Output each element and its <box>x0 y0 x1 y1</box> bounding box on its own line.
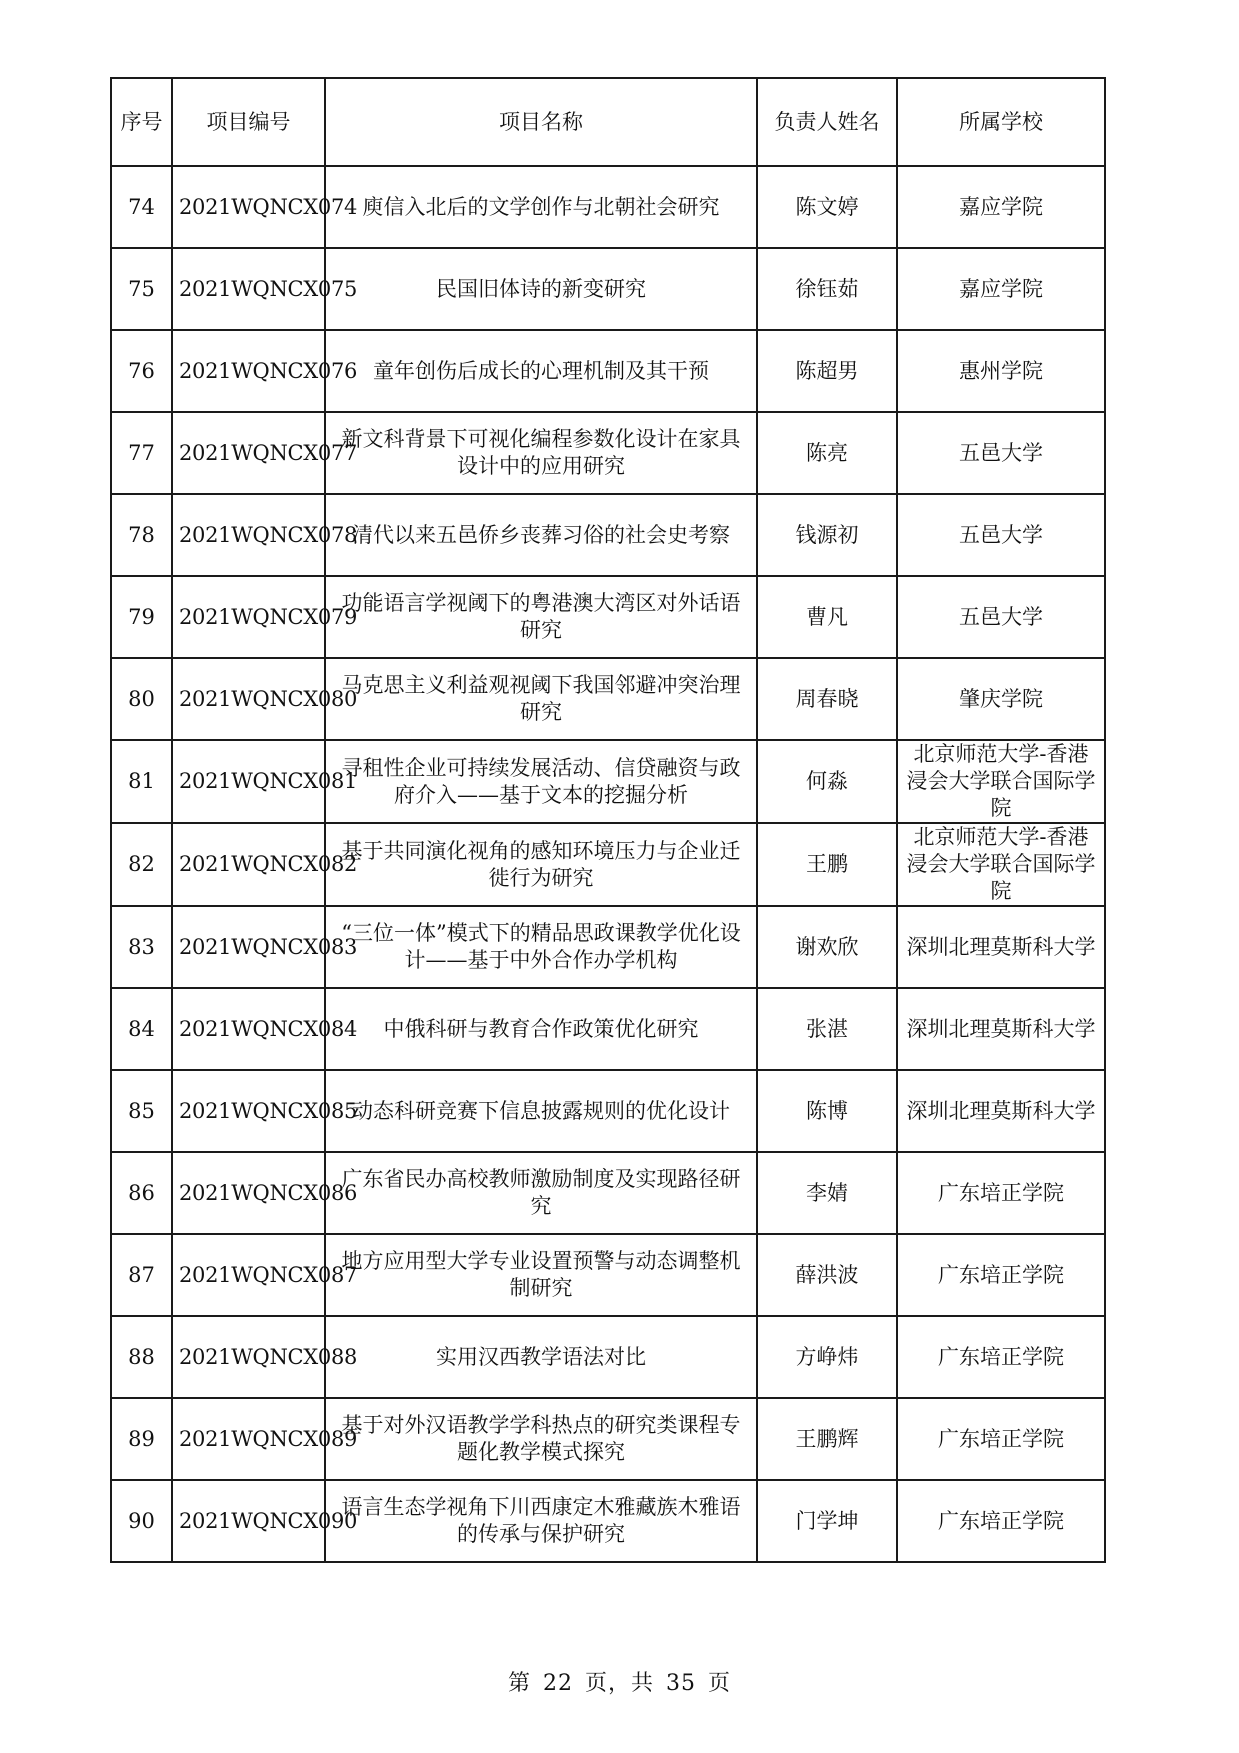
cell-code: 2021WQNCX078 <box>172 494 325 576</box>
cell-school: 深圳北理莫斯科大学 <box>897 1070 1105 1152</box>
header-name: 项目名称 <box>325 78 757 166</box>
cell-name: 寻租性企业可持续发展活动、信贷融资与政府介入——基于文本的挖掘分析 <box>325 740 757 823</box>
cell-school: 广东培正学院 <box>897 1152 1105 1234</box>
cell-name: 基于对外汉语教学学科热点的研究类课程专题化教学模式探究 <box>325 1398 757 1480</box>
table-body <box>111 166 1105 1562</box>
cell-leader: 徐钰茹 <box>757 248 897 330</box>
cell-name: 实用汉西教学语法对比 <box>325 1316 757 1398</box>
cell-seq: 83 <box>111 906 172 988</box>
table-row <box>111 740 1105 823</box>
cell-seq: 88 <box>111 1316 172 1398</box>
cell-name: “三位一体”模式下的精品思政课教学优化设计——基于中外合作办学机构 <box>325 906 757 988</box>
table-row <box>111 906 1105 988</box>
page-total: 35 <box>666 1671 696 1696</box>
table-row <box>111 494 1105 576</box>
cell-school: 广东培正学院 <box>897 1480 1105 1562</box>
cell-seq: 85 <box>111 1070 172 1152</box>
header-school: 所属学校 <box>897 78 1105 166</box>
cell-code: 2021WQNCX086 <box>172 1152 325 1234</box>
cell-leader: 王鹏 <box>757 823 897 906</box>
project-table <box>110 77 1106 1563</box>
page-mid: 页，共 <box>584 1671 654 1696</box>
table-row <box>111 1070 1105 1152</box>
cell-leader: 陈文婷 <box>757 166 897 248</box>
cell-school: 五邑大学 <box>897 494 1105 576</box>
cell-seq: 81 <box>111 740 172 823</box>
cell-name: 功能语言学视阈下的粤港澳大湾区对外话语研究 <box>325 576 757 658</box>
cell-seq: 90 <box>111 1480 172 1562</box>
cell-name: 基于共同演化视角的感知环境压力与企业迁徙行为研究 <box>325 823 757 906</box>
cell-leader: 陈博 <box>757 1070 897 1152</box>
table-row <box>111 658 1105 740</box>
cell-leader: 何淼 <box>757 740 897 823</box>
cell-code: 2021WQNCX074 <box>172 166 325 248</box>
cell-code: 2021WQNCX075 <box>172 248 325 330</box>
cell-school: 嘉应学院 <box>897 166 1105 248</box>
page-current: 22 <box>542 1671 573 1696</box>
cell-school: 深圳北理莫斯科大学 <box>897 988 1105 1070</box>
cell-seq: 77 <box>111 412 172 494</box>
cell-school: 广东培正学院 <box>897 1398 1105 1480</box>
cell-leader: 王鹏辉 <box>757 1398 897 1480</box>
cell-seq: 80 <box>111 658 172 740</box>
cell-code: 2021WQNCX085 <box>172 1070 325 1152</box>
cell-seq: 89 <box>111 1398 172 1480</box>
cell-school: 肇庆学院 <box>897 658 1105 740</box>
header-seq: 序号 <box>111 78 172 166</box>
cell-name: 马克思主义利益观视阈下我国邻避冲突治理研究 <box>325 658 757 740</box>
table-row <box>111 412 1105 494</box>
cell-name: 民国旧体诗的新变研究 <box>325 248 757 330</box>
cell-leader: 周春晓 <box>757 658 897 740</box>
cell-school: 五邑大学 <box>897 576 1105 658</box>
table-row <box>111 823 1105 906</box>
table-row <box>111 576 1105 658</box>
page-prefix: 第 <box>507 1671 531 1696</box>
cell-school: 深圳北理莫斯科大学 <box>897 906 1105 988</box>
header-leader: 负责人姓名 <box>757 78 897 166</box>
cell-code: 2021WQNCX090 <box>172 1480 325 1562</box>
cell-code: 2021WQNCX088 <box>172 1316 325 1398</box>
cell-school: 北京师范大学-香港浸会大学联合国际学院 <box>897 823 1105 906</box>
cell-leader: 陈超男 <box>757 330 897 412</box>
cell-code: 2021WQNCX080 <box>172 658 325 740</box>
cell-name: 中俄科研与教育合作政策优化研究 <box>325 988 757 1070</box>
cell-leader: 曹凡 <box>757 576 897 658</box>
cell-code: 2021WQNCX087 <box>172 1234 325 1316</box>
table-row <box>111 1152 1105 1234</box>
table-row <box>111 330 1105 412</box>
cell-code: 2021WQNCX081 <box>172 740 325 823</box>
header-row <box>111 78 1105 166</box>
cell-name: 清代以来五邑侨乡丧葬习俗的社会史考察 <box>325 494 757 576</box>
page-footer <box>0 1666 1239 1697</box>
cell-code: 2021WQNCX082 <box>172 823 325 906</box>
table-row <box>111 166 1105 248</box>
cell-code: 2021WQNCX076 <box>172 330 325 412</box>
cell-seq: 86 <box>111 1152 172 1234</box>
table-row <box>111 1398 1105 1480</box>
cell-seq: 84 <box>111 988 172 1070</box>
header-code: 项目编号 <box>172 78 325 166</box>
cell-name: 语言生态学视角下川西康定木雅藏族木雅语的传承与保护研究 <box>325 1480 757 1562</box>
cell-code: 2021WQNCX079 <box>172 576 325 658</box>
table-row <box>111 988 1105 1070</box>
cell-seq: 74 <box>111 166 172 248</box>
cell-leader: 张湛 <box>757 988 897 1070</box>
cell-school: 惠州学院 <box>897 330 1105 412</box>
cell-leader: 门学坤 <box>757 1480 897 1562</box>
cell-leader: 方峥炜 <box>757 1316 897 1398</box>
cell-school: 北京师范大学-香港浸会大学联合国际学院 <box>897 740 1105 823</box>
cell-leader: 李婧 <box>757 1152 897 1234</box>
cell-seq: 79 <box>111 576 172 658</box>
cell-name: 广东省民办高校教师激励制度及实现路径研究 <box>325 1152 757 1234</box>
cell-code: 2021WQNCX084 <box>172 988 325 1070</box>
cell-leader: 谢欢欣 <box>757 906 897 988</box>
cell-seq: 87 <box>111 1234 172 1316</box>
cell-leader: 钱源初 <box>757 494 897 576</box>
cell-school: 广东培正学院 <box>897 1234 1105 1316</box>
cell-name: 动态科研竞赛下信息披露规则的优化设计 <box>325 1070 757 1152</box>
table-row <box>111 248 1105 330</box>
cell-seq: 78 <box>111 494 172 576</box>
cell-name: 庾信入北后的文学创作与北朝社会研究 <box>325 166 757 248</box>
cell-code: 2021WQNCX083 <box>172 906 325 988</box>
table-row <box>111 1480 1105 1562</box>
cell-school: 广东培正学院 <box>897 1316 1105 1398</box>
cell-code: 2021WQNCX089 <box>172 1398 325 1480</box>
cell-name: 童年创伤后成长的心理机制及其干预 <box>325 330 757 412</box>
cell-name: 新文科背景下可视化编程参数化设计在家具设计中的应用研究 <box>325 412 757 494</box>
table-row <box>111 1234 1105 1316</box>
cell-code: 2021WQNCX077 <box>172 412 325 494</box>
cell-name: 地方应用型大学专业设置预警与动态调整机制研究 <box>325 1234 757 1316</box>
cell-school: 五邑大学 <box>897 412 1105 494</box>
cell-seq: 76 <box>111 330 172 412</box>
page-suffix: 页 <box>708 1671 732 1696</box>
cell-school: 嘉应学院 <box>897 248 1105 330</box>
cell-seq: 82 <box>111 823 172 906</box>
cell-seq: 75 <box>111 248 172 330</box>
cell-leader: 陈亮 <box>757 412 897 494</box>
cell-leader: 薛洪波 <box>757 1234 897 1316</box>
table-row <box>111 1316 1105 1398</box>
